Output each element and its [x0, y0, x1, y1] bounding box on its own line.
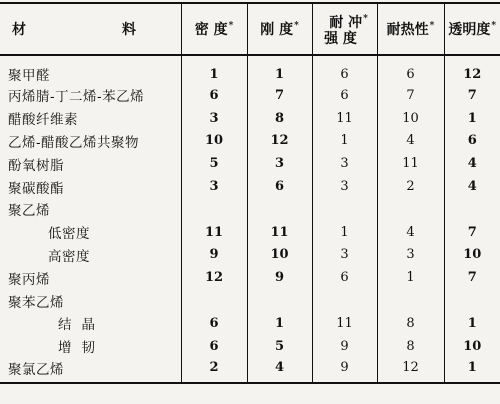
transparency-value [444, 289, 500, 312]
transparency-value: 10 [444, 335, 500, 358]
material-name: 聚碳酸酯 [8, 180, 64, 197]
impact-strength-value: 11 [312, 107, 377, 130]
density-value: 6 [181, 335, 247, 358]
transparency-value: 4 [444, 152, 500, 175]
transparency-value: 7 [444, 221, 500, 244]
material-name: 聚氯乙烯 [0, 358, 181, 383]
heat-resistance-value: 4 [377, 130, 444, 153]
table-row [0, 221, 500, 244]
density-value: 5 [181, 152, 247, 175]
transparency-value: 7 [444, 84, 500, 107]
heat-resistance-value: 11 [377, 152, 444, 175]
table-row [0, 289, 500, 312]
transparency-value [444, 198, 500, 221]
impact-strength-value [312, 289, 377, 312]
transparency-value: 1 [444, 312, 500, 335]
material-name: 醋酸纤维素 [8, 112, 78, 129]
transparency-value: 1 [444, 358, 500, 383]
density-value: 10 [181, 130, 247, 153]
density-value: 6 [181, 84, 247, 107]
density-value: 2 [181, 358, 247, 383]
impact-strength-value: 6 [312, 55, 377, 84]
transparency-value: 10 [444, 244, 500, 267]
material-name: 低密度 [48, 226, 90, 243]
stiffness-value: 6 [247, 175, 312, 198]
material-name: 乙烯-醋酸乙烯共聚物 [8, 134, 140, 151]
table-row [0, 335, 500, 358]
stiffness-value: 4 [247, 358, 312, 383]
stiffness-value: 5 [247, 335, 312, 358]
stiffness-value: 3 [247, 152, 312, 175]
heat-resistance-value: 3 [377, 244, 444, 267]
table-row [0, 266, 500, 289]
density-value [181, 289, 247, 312]
material-name: 结晶 [58, 317, 105, 334]
density-value: 3 [181, 175, 247, 198]
density-value: 6 [181, 312, 247, 335]
table-row [0, 107, 500, 130]
impact-strength-value: 3 [312, 152, 377, 175]
impact-strength-value: 6 [312, 266, 377, 289]
stiffness-value: 7 [247, 84, 312, 107]
material-name: 酚氧树脂 [8, 157, 64, 174]
header-stiffness: 刚 度* [247, 3, 312, 55]
heat-resistance-value: 8 [377, 312, 444, 335]
header-heat-resistance: 耐热性* [377, 3, 444, 55]
heat-resistance-value: 8 [377, 335, 444, 358]
density-value: 3 [181, 107, 247, 130]
stiffness-value: 1 [247, 312, 312, 335]
material-name: 聚乙烯 [8, 203, 50, 220]
table-row [0, 244, 500, 267]
impact-strength-value: 9 [312, 358, 377, 383]
impact-strength-value: 1 [312, 221, 377, 244]
heat-resistance-value: 6 [377, 55, 444, 84]
impact-strength-value: 1 [312, 130, 377, 153]
table-row [0, 198, 500, 221]
impact-strength-value: 6 [312, 84, 377, 107]
header-density: 密 度* [181, 3, 247, 55]
header-transparency: 透明度* [444, 3, 500, 55]
table-row [0, 175, 500, 198]
heat-resistance-value: 2 [377, 175, 444, 198]
stiffness-value: 8 [247, 107, 312, 130]
material-name: 高密度 [48, 248, 90, 265]
density-value: 11 [181, 221, 247, 244]
heat-resistance-value: 10 [377, 107, 444, 130]
material-name: 增韧 [58, 340, 105, 357]
impact-strength-value: 9 [312, 335, 377, 358]
plastics-property-table [0, 2, 500, 384]
density-value: 9 [181, 244, 247, 267]
density-value [181, 198, 247, 221]
transparency-value: 12 [444, 55, 500, 84]
table-row [0, 152, 500, 175]
table-row [0, 55, 500, 84]
table-row [0, 358, 500, 383]
table-row [0, 84, 500, 107]
heat-resistance-value: 4 [377, 221, 444, 244]
heat-resistance-value [377, 198, 444, 221]
material-name: 聚甲醛 [8, 68, 50, 84]
heat-resistance-value: 1 [377, 266, 444, 289]
heat-resistance-value: 12 [377, 358, 444, 383]
material-name: 丙烯腈-丁二烯-苯乙烯 [8, 89, 145, 106]
table-body [0, 55, 500, 383]
table-row [0, 130, 500, 153]
density-value: 12 [181, 266, 247, 289]
impact-strength-value: 11 [312, 312, 377, 335]
heat-resistance-value [377, 289, 444, 312]
table-row [0, 312, 500, 335]
heat-resistance-value: 7 [377, 84, 444, 107]
impact-strength-value: 3 [312, 244, 377, 267]
transparency-value: 6 [444, 130, 500, 153]
stiffness-value [247, 198, 312, 221]
impact-strength-value: 3 [312, 175, 377, 198]
header-material: 材 料 [0, 3, 181, 55]
stiffness-value: 12 [247, 130, 312, 153]
material-name: 聚苯乙烯 [8, 294, 64, 311]
density-value: 1 [181, 55, 247, 84]
header-impact-strength: 耐 冲* 强 度 [312, 3, 377, 55]
impact-strength-value [312, 198, 377, 221]
transparency-value: 4 [444, 175, 500, 198]
material-name: 聚丙烯 [8, 271, 50, 288]
stiffness-value: 11 [247, 221, 312, 244]
stiffness-value: 9 [247, 266, 312, 289]
transparency-value: 1 [444, 107, 500, 130]
stiffness-value: 1 [247, 55, 312, 84]
header-row [0, 3, 500, 55]
stiffness-value [247, 289, 312, 312]
stiffness-value: 10 [247, 244, 312, 267]
transparency-value: 7 [444, 266, 500, 289]
